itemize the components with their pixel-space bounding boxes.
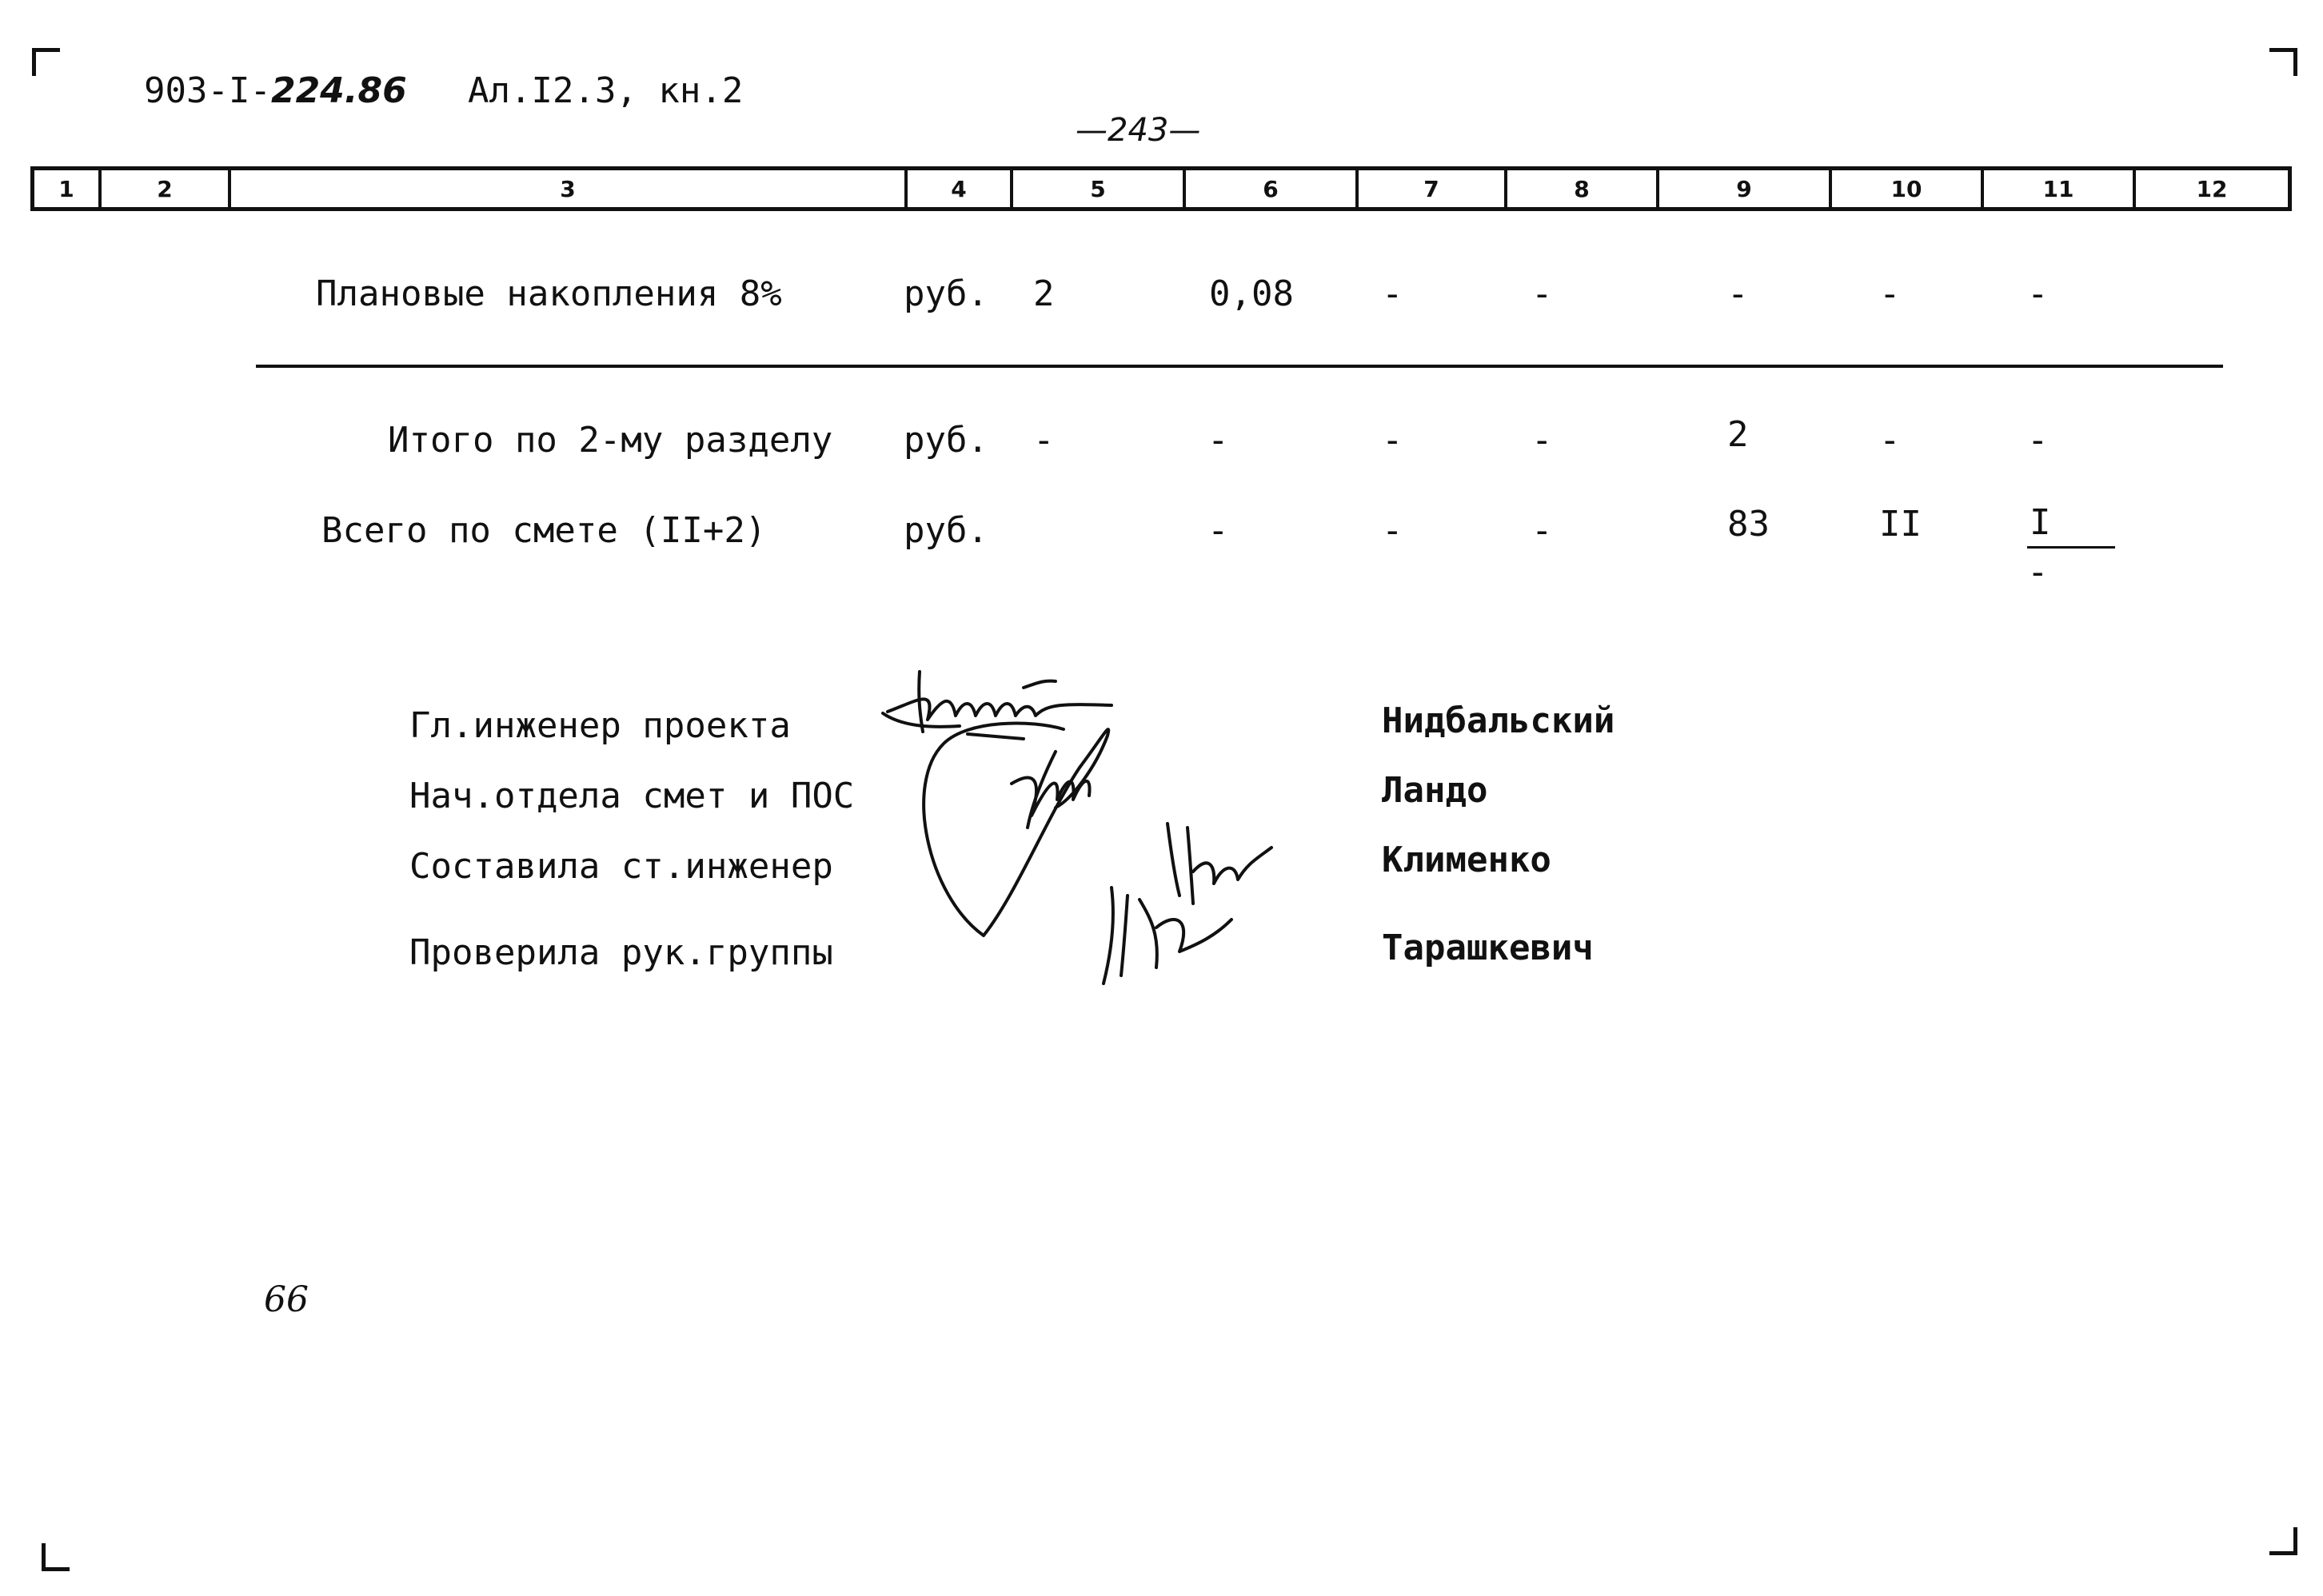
column-header: 6 bbox=[1186, 170, 1359, 207]
corner-mark-top-left bbox=[32, 48, 60, 76]
row-unit: руб. bbox=[904, 510, 988, 551]
cell-col11: - bbox=[2027, 420, 2049, 461]
column-header: 1 bbox=[34, 170, 102, 207]
column-header: 3 bbox=[231, 170, 908, 207]
underline-mark bbox=[2027, 546, 2115, 549]
document-code-handwritten: 224.86 bbox=[270, 70, 407, 111]
signature-role: Проверила рук.группы bbox=[409, 932, 833, 973]
corner-mark-bottom-right bbox=[2269, 1527, 2297, 1555]
section-divider bbox=[256, 365, 2223, 368]
row-unit: руб. bbox=[904, 273, 988, 314]
cell-col11: I bbox=[2030, 502, 2051, 543]
cell-col8: - bbox=[1531, 273, 1553, 314]
document-code bbox=[144, 70, 407, 111]
signature-name: Ландо bbox=[1382, 770, 1488, 811]
row-label: Плановые накопления 8% bbox=[316, 273, 782, 314]
column-header: 7 bbox=[1359, 170, 1507, 207]
handwritten-signatures bbox=[872, 656, 1319, 1007]
column-header-strip bbox=[30, 166, 2292, 211]
column-header: 5 bbox=[1013, 170, 1186, 207]
cell-col7: - bbox=[1382, 420, 1403, 461]
corner-mark-top-right bbox=[2269, 48, 2297, 76]
column-header: 11 bbox=[1984, 170, 2136, 207]
cell-col10: - bbox=[1879, 420, 1901, 461]
signature-name: Тарашкевич bbox=[1382, 928, 1594, 968]
column-header: 10 bbox=[1832, 170, 1984, 207]
column-header: 12 bbox=[2196, 175, 2228, 202]
cell-col9: - bbox=[1727, 273, 1749, 314]
signature-role: Гл.инженер проекта bbox=[409, 705, 791, 746]
cell-col9: 2 bbox=[1727, 414, 1749, 455]
cell-col5: - bbox=[1033, 420, 1055, 461]
sheet-mark: 66 bbox=[264, 1279, 309, 1320]
row-unit: руб. bbox=[904, 420, 988, 461]
cell-col6: - bbox=[1207, 510, 1229, 551]
cell-col7: - bbox=[1382, 510, 1403, 551]
document-code-prefix: 903-I- bbox=[144, 70, 271, 111]
cell-col7: - bbox=[1382, 273, 1403, 314]
album-reference: Ал.I2.3, кн.2 bbox=[468, 70, 744, 111]
column-header: 2 bbox=[102, 170, 231, 207]
column-header: 9 bbox=[1659, 170, 1832, 207]
page-number-value: 243 bbox=[1108, 112, 1169, 149]
cell-col11-below: - bbox=[2027, 552, 2049, 593]
cell-col11: - bbox=[2027, 273, 2049, 314]
signature-name: Клименко bbox=[1382, 840, 1551, 880]
page-number: —243— bbox=[1076, 112, 1201, 149]
cell-col5: 2 bbox=[1033, 273, 1055, 314]
column-header: 8 bbox=[1507, 170, 1659, 207]
cell-col8: - bbox=[1531, 510, 1553, 551]
signature-role: Составила ст.инженер bbox=[409, 846, 833, 887]
cell-col6: - bbox=[1207, 420, 1229, 461]
corner-mark-bottom-left bbox=[42, 1543, 70, 1571]
column-header: 4 bbox=[908, 170, 1013, 207]
row-label: Всего по смете (II+2) bbox=[321, 510, 767, 551]
cell-col9: 83 bbox=[1727, 504, 1770, 545]
row-label: Итого по 2-му разделу bbox=[388, 420, 833, 461]
cell-col10: - bbox=[1879, 273, 1901, 314]
cell-col6: 0,08 bbox=[1209, 273, 1294, 314]
signature-name: Нидбальский bbox=[1382, 700, 1615, 741]
signature-role: Нач.отдела смет и ПОС bbox=[409, 776, 855, 816]
cell-col10: II bbox=[1879, 504, 1922, 545]
cell-col8: - bbox=[1531, 420, 1553, 461]
